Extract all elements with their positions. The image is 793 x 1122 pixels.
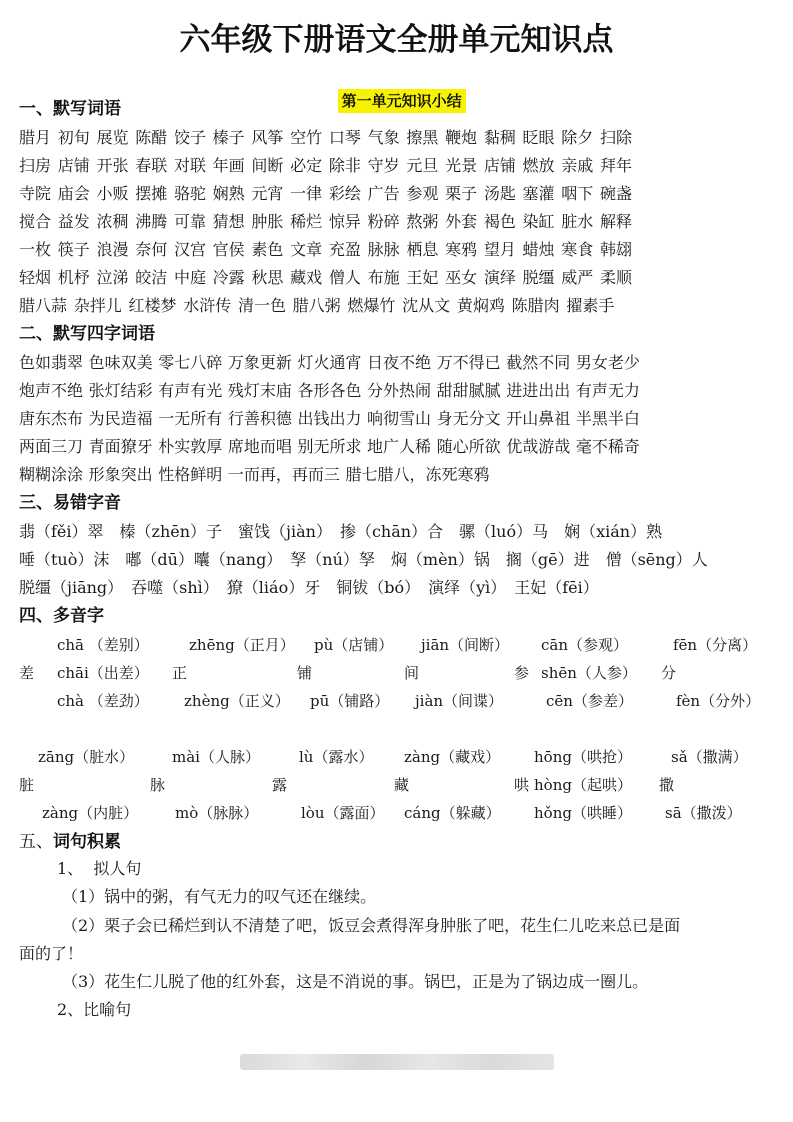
word-item: 栗子 — [445, 184, 478, 203]
idiom-item: 万不得已 — [436, 353, 501, 372]
word-item: 机杼 — [57, 268, 90, 287]
word-item: 春联 — [135, 156, 168, 175]
word-item: 榛子 — [212, 128, 245, 147]
word-item: 寺院 — [19, 184, 52, 203]
word-item: 浪漫 — [96, 240, 129, 259]
word-item: 元旦 — [406, 156, 439, 175]
polyphone-char: 铺 — [297, 664, 313, 682]
word-item: 除夕 — [561, 128, 594, 147]
word-item: 望月 — [483, 240, 516, 259]
word-item: 开张 — [96, 156, 129, 175]
polyphone-char: 哄 — [514, 776, 530, 794]
word-item: 黏稠 — [483, 128, 516, 147]
pron-line: 翡（fěi）翠 榛（zhēn）子 蜜饯（jiàn） 掺（chān）合 骡（luó）马 娴（xián）熟 — [19, 522, 663, 541]
word-item: 脏水 — [561, 212, 594, 231]
page-title: 六年级下册语文全册单元知识点 — [179, 22, 614, 58]
word-item: 僧人 — [328, 268, 361, 287]
word-item: 解释 — [600, 212, 633, 231]
word-item: 熬粥 — [406, 212, 439, 231]
word-item: 冷露 — [212, 268, 245, 287]
idiom-item: 行善积德 — [227, 409, 292, 428]
polyphone-reading: jiān（间断） — [421, 636, 510, 654]
pron-line: 脱缰（jiāng） 吞噬（shì） 獠（liáo）牙 铜钹（bó） 演绎（yì） 王妃（fēi） — [19, 578, 599, 597]
word-item: 碗盏 — [600, 184, 633, 203]
word-item: 藏戏 — [290, 268, 323, 287]
idiom-row — [19, 461, 495, 489]
idiom-item: 毫不稀奇 — [575, 437, 640, 456]
idiom-item: 半黑半白 — [575, 409, 640, 428]
idiom-item: 优哉游哉 — [506, 437, 571, 456]
sentence: （2）栗子会已稀烂到认不清楚了吧，饭豆会煮得浑身肿胀了吧，花生仁儿吃来总已是面 — [62, 916, 681, 935]
word-item: 摆摊 — [135, 184, 168, 203]
word-item: 娴熟 — [212, 184, 245, 203]
idiom-item: 出钱出力 — [297, 409, 362, 428]
subsection-heading: 2、比喻句 — [57, 1000, 132, 1019]
word-item: 汤匙 — [483, 184, 516, 203]
word-item: 擦黑 — [406, 128, 439, 147]
word-row — [19, 124, 639, 152]
polyphone-reading: fèn（分外） — [676, 692, 761, 710]
polyphone-char: 间 — [404, 664, 420, 682]
idiom-item: 两面三刀 — [19, 437, 84, 456]
pron-line: 唾（tuò）沫 嘟（dū）囔（nang） 孥（nú）孥 焖（mèn）锅 搁（gē）进 僧（sēng）人 — [19, 550, 708, 569]
word-item: 布施 — [367, 268, 400, 287]
word-item: 蜡烛 — [522, 240, 555, 259]
word-item: 口琴 — [328, 128, 361, 147]
word-item: 沸腾 — [135, 212, 168, 231]
polyphone-char: 撒 — [659, 776, 675, 794]
word-item: 栖息 — [406, 240, 439, 259]
subsection-heading: 1、 拟人句 — [57, 859, 142, 878]
word-item: 韩翃 — [600, 240, 633, 259]
word-item: 庙会 — [57, 184, 90, 203]
word-item: 陈腊肉 — [511, 296, 560, 315]
polyphone-reading: sǎ（撒满） — [671, 748, 748, 766]
word-item: 脉脉 — [367, 240, 400, 259]
idiom-item: 身无分文 — [436, 409, 501, 428]
word-row — [19, 152, 639, 180]
idiom-item: 残灯末庙 — [227, 381, 292, 400]
word-item: 水浒传 — [183, 296, 232, 315]
idiom-item: 炮声不绝 — [19, 381, 84, 400]
polyphone-char: 露 — [272, 776, 288, 794]
idiom-item: 地广人稀 — [367, 437, 432, 456]
word-item: 骆驼 — [173, 184, 206, 203]
polyphone-reading: shēn（人参） — [541, 664, 637, 682]
polyphone-reading: hōng（哄抢） — [534, 748, 632, 766]
idiom-item: 有声有光 — [158, 381, 223, 400]
word-item: 柔顺 — [600, 268, 633, 287]
word-item: 拜年 — [600, 156, 633, 175]
idiom-item: 色味双美 — [88, 353, 153, 372]
word-item: 皎洁 — [135, 268, 168, 287]
word-item: 腊月 — [19, 128, 52, 147]
word-item: 威严 — [561, 268, 594, 287]
word-item: 染缸 — [522, 212, 555, 231]
word-item: 中庭 — [173, 268, 206, 287]
word-item: 寒食 — [561, 240, 594, 259]
idiom-item: 随心所欲 — [436, 437, 501, 456]
word-item: 燃放 — [522, 156, 555, 175]
sentence: （1）锅中的粥，有气无力的叹气还在继续。 — [62, 887, 377, 906]
word-item: 亲戚 — [561, 156, 594, 175]
word-item: 肿胀 — [251, 212, 284, 231]
idiom-item: 甜甜腻腻 — [436, 381, 501, 400]
word-item: 店铺 — [483, 156, 516, 175]
word-item: 一枚 — [19, 240, 52, 259]
word-row — [19, 180, 639, 208]
idiom-item: 响彻雪山 — [367, 409, 432, 428]
word-item: 初旬 — [57, 128, 90, 147]
word-item: 奈何 — [135, 240, 168, 259]
idiom-item: 一无所有 — [158, 409, 223, 428]
word-item: 饺子 — [173, 128, 206, 147]
idiom-item: 别无所求 — [297, 437, 362, 456]
sentence-continuation: 面的了！ — [19, 944, 84, 963]
word-item: 腊八粥 — [292, 296, 341, 315]
polyphone-char: 差 — [19, 664, 35, 682]
idiom-item: 零七八碎 — [158, 353, 223, 372]
word-item: 益发 — [57, 212, 90, 231]
word-item: 眨眼 — [522, 128, 555, 147]
polyphone-reading: chà （差劲） — [57, 692, 149, 710]
idiom-item: 截然不同 — [506, 353, 571, 372]
word-item: 充盈 — [328, 240, 361, 259]
word-item: 间断 — [251, 156, 284, 175]
word-item: 店铺 — [57, 156, 90, 175]
word-item: 擢素手 — [566, 296, 615, 315]
idiom-item: 色如翡翠 — [19, 353, 84, 372]
word-item: 除非 — [328, 156, 361, 175]
word-item: 文章 — [290, 240, 323, 259]
sentence: （3）花生仁儿脱了他的红外套，这是不消说的事。锅巴，正是为了锅边成一圈儿。 — [62, 972, 649, 991]
word-item: 素色 — [251, 240, 284, 259]
polyphone-reading: sā（撒泼） — [665, 804, 742, 822]
word-item: 外套 — [445, 212, 478, 231]
polyphone-reading: cáng（躲藏） — [404, 804, 501, 822]
idiom-item: 男女老少 — [575, 353, 640, 372]
word-item: 年画 — [212, 156, 245, 175]
idiom-item: 分外热闹 — [367, 381, 432, 400]
section-heading-3: 三、易错字音 — [19, 493, 121, 513]
idiom-item: 开山鼻祖 — [506, 409, 571, 428]
word-row — [19, 264, 639, 292]
polyphone-char: 藏 — [394, 776, 410, 794]
word-item: 秋思 — [251, 268, 284, 287]
word-item: 杂拌儿 — [73, 296, 122, 315]
word-item: 搅合 — [19, 212, 52, 231]
word-item: 扫房 — [19, 156, 52, 175]
idiom-row — [19, 377, 645, 405]
polyphone-reading: chā （差别） — [57, 636, 149, 654]
word-item: 寒鸦 — [445, 240, 478, 259]
polyphone-reading: jiàn（间谍） — [415, 692, 504, 710]
idiom-item: 性格鲜明 — [158, 465, 223, 484]
idiom-item: 糊糊涂涂 — [19, 465, 84, 484]
polyphone-reading: pū（铺路） — [310, 692, 390, 710]
word-item: 筷子 — [57, 240, 90, 259]
polyphone-reading: zhèng（正义） — [184, 692, 290, 710]
word-item: 必定 — [290, 156, 323, 175]
idiom-item: 为民造福 — [88, 409, 153, 428]
word-item: 轻烟 — [19, 268, 52, 287]
idiom-item: 各形各色 — [297, 381, 362, 400]
word-item: 守岁 — [367, 156, 400, 175]
word-item: 猜想 — [212, 212, 245, 231]
polyphone-reading: lù（露水） — [299, 748, 374, 766]
polyphone-reading: fēn（分离） — [673, 636, 758, 654]
idiom-row — [19, 349, 645, 377]
word-item: 官侯 — [212, 240, 245, 259]
section-heading-1: 一、默写词语 — [19, 99, 121, 119]
polyphone-reading: hǒng（哄睡） — [534, 804, 632, 822]
idiom-row — [19, 405, 645, 433]
idiom-item: 青面獠牙 — [88, 437, 153, 456]
idiom-item: 有声无力 — [575, 381, 640, 400]
word-row — [19, 208, 639, 236]
polyphone-char: 分 — [661, 664, 677, 682]
polyphone-reading: hòng（起哄） — [534, 776, 632, 794]
word-item: 小贩 — [96, 184, 129, 203]
word-item: 演绎 — [483, 268, 516, 287]
word-item: 光景 — [445, 156, 478, 175]
word-item: 风筝 — [251, 128, 284, 147]
polyphone-reading: pù（店铺） — [314, 636, 394, 654]
polyphone-char: 参 — [514, 664, 530, 682]
word-item: 陈醋 — [135, 128, 168, 147]
word-row — [19, 292, 621, 320]
section-heading-2: 二、默写四字词语 — [19, 324, 155, 344]
word-item: 沈从文 — [402, 296, 451, 315]
idiom-item: 灯火通宵 — [297, 353, 362, 372]
idiom-item: 一而再，再而三 — [227, 465, 340, 484]
polyphone-reading: zàng（藏戏） — [404, 748, 501, 766]
word-item: 燃爆竹 — [347, 296, 396, 315]
word-item: 参观 — [406, 184, 439, 203]
idiom-item: 万象更新 — [227, 353, 292, 372]
word-item: 鞭炮 — [445, 128, 478, 147]
word-item: 对联 — [173, 156, 206, 175]
word-item: 浓稠 — [96, 212, 129, 231]
word-item: 气象 — [367, 128, 400, 147]
word-item: 褐色 — [483, 212, 516, 231]
word-item: 清一色 — [237, 296, 286, 315]
section-5-title: 词句积累 — [53, 832, 121, 852]
word-item: 元宵 — [251, 184, 284, 203]
word-item: 空竹 — [290, 128, 323, 147]
idiom-item: 进进出出 — [506, 381, 571, 400]
word-item: 广告 — [367, 184, 400, 203]
idiom-item: 席地而唱 — [227, 437, 292, 456]
word-item: 塞灌 — [522, 184, 555, 203]
polyphone-reading: cēn（参差） — [546, 692, 633, 710]
polyphone-char: 正 — [172, 664, 188, 682]
word-item: 展览 — [96, 128, 129, 147]
word-item: 泣涕 — [96, 268, 129, 287]
polyphone-char: 脉 — [150, 776, 166, 794]
word-item: 汉宫 — [173, 240, 206, 259]
word-item: 巫女 — [445, 268, 478, 287]
word-item: 黄焖鸡 — [456, 296, 505, 315]
idiom-item: 腊七腊八，冻死寒鸦 — [345, 465, 490, 484]
idiom-item: 唐东杰布 — [19, 409, 84, 428]
section-heading-4: 四、多音字 — [19, 606, 104, 626]
polyphone-reading: zāng（脏水） — [38, 748, 135, 766]
section-5-number: 五、 — [19, 832, 53, 852]
polyphone-char: 脏 — [19, 776, 35, 794]
idiom-item: 张灯结彩 — [88, 381, 153, 400]
word-item: 咽下 — [561, 184, 594, 203]
word-item: 脱缰 — [522, 268, 555, 287]
polyphone-reading: zàng（内脏） — [42, 804, 139, 822]
polyphone-reading: cān（参观） — [541, 636, 629, 654]
word-row — [19, 236, 639, 264]
word-item: 一律 — [290, 184, 323, 203]
word-item: 扫除 — [600, 128, 633, 147]
word-item: 腊八蒜 — [19, 296, 68, 315]
word-item: 稀烂 — [290, 212, 323, 231]
polyphone-reading: mài（人脉） — [172, 748, 260, 766]
word-item: 红楼梦 — [128, 296, 177, 315]
unit-subtitle: 第一单元知识小结 — [338, 89, 466, 113]
idiom-row — [19, 433, 645, 461]
polyphone-reading: chāi（出差） — [57, 664, 149, 682]
word-item: 王妃 — [406, 268, 439, 287]
blurred-watermark — [240, 1054, 554, 1070]
section-heading-5 — [19, 831, 121, 853]
idiom-item: 日夜不绝 — [367, 353, 432, 372]
polyphone-reading: lòu（露面） — [301, 804, 385, 822]
word-item: 可靠 — [173, 212, 206, 231]
word-item: 粉碎 — [367, 212, 400, 231]
polyphone-reading: mò（脉脉） — [175, 804, 259, 822]
idiom-item: 朴实敦厚 — [158, 437, 223, 456]
word-item: 彩绘 — [328, 184, 361, 203]
word-item: 惊异 — [328, 212, 361, 231]
polyphone-reading: zhēng（正月） — [189, 636, 295, 654]
idiom-item: 形象突出 — [88, 465, 153, 484]
